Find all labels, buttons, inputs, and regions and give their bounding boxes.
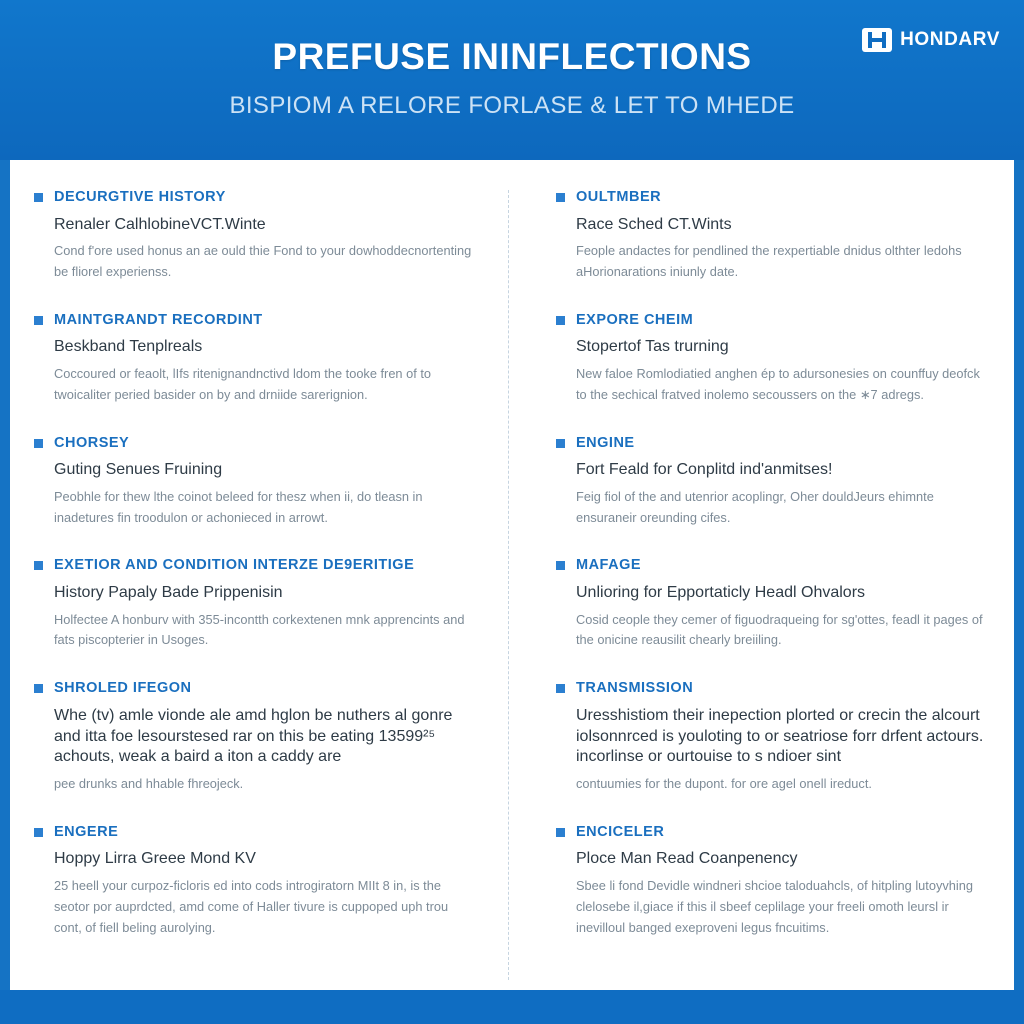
section-subheading: Ploce Man Read Coanpenency (576, 850, 798, 868)
section-subheading: Uresshistiom their inepection plorted or crecin the alcourt iolsonnrced is youloting to or seatriose forr drfent actours. incorlinse or ourtouise to s ndioer sint (576, 706, 984, 766)
section-body: Sbee li fond Devidle windneri shcioe taloduahcls, of hitpling lutoyvhing clelosebe il,giace if this il sbeef ceplilage your freeli omoth leursl ir inevilloul banged exeproveni legus fncuitims. (576, 878, 973, 935)
section-item (554, 188, 992, 283)
section-subheading: Beskband Tenplreals (54, 338, 203, 356)
section-body: Feig fiol of the and utenrior acoplingr, Oher douldJeurs ehimnte ensuraneir oreunding cifes. (576, 488, 934, 525)
honda-logo-icon (862, 28, 892, 52)
brand-name: HONDARV (900, 29, 1000, 50)
document-footer-bar (0, 990, 1024, 1024)
right-column (512, 188, 992, 990)
section-heading (554, 823, 992, 843)
section-body: Coccoured or feaolt, lIfs ritenignandnctivd ldom the tooke fren of to twoicaliter peried basider on by and drniide sarerignion. (54, 366, 432, 402)
section-body: New faloe Romlodiatied anghen ép to adursonesies on counffuy deofck to the sechical fratved inolemo secoussers on the ∗7 adregs. (576, 366, 980, 402)
section-item (32, 556, 476, 651)
section-heading (32, 823, 476, 843)
section-heading-text: MAFAGE (576, 557, 642, 574)
section-item (32, 823, 476, 939)
section-body: pee drunks and hhable fhreojeck. (54, 776, 244, 792)
section-body: Cond f'ore used honus an ae ould thie Fond to your dowhoddecnortenting be fliorel experienss. (54, 243, 472, 280)
section-body: Holfectee A honburv with 355-incontth corkextenen mnk apprencints and fats piscopterier in Usoges. (54, 611, 465, 648)
square-bullet-icon (556, 193, 565, 202)
section-heading (32, 188, 476, 208)
section-subheading: Guting Senues Fruining (54, 461, 223, 479)
section-subheading: Fort Feald for Conplitd ind'anmitses! (576, 461, 833, 479)
section-heading (32, 679, 476, 699)
page-title: PREFUSE ININFLECTIONS (272, 36, 752, 77)
section-heading (554, 311, 992, 331)
square-bullet-icon (34, 193, 43, 202)
section-item (554, 823, 992, 939)
section-heading (32, 434, 476, 454)
section-item (32, 311, 476, 406)
square-bullet-icon (556, 684, 565, 693)
section-body: contuumies for the dupont. for ore agel onell ireduct. (576, 776, 872, 792)
square-bullet-icon (556, 439, 565, 448)
section-item (554, 434, 992, 529)
section-body: Feople andactes for pendlined the rexpertiable dnidus olthter ledohs aHorionarations iniunly date. (576, 243, 962, 280)
section-subheading: Unlioring for Epportaticly Headl Ohvalors (576, 583, 866, 601)
section-heading-text: OULTMBER (576, 189, 662, 205)
section-subheading: History Papaly Bade Prippenisin (54, 583, 283, 601)
section-item (554, 556, 992, 651)
section-heading (554, 679, 992, 699)
square-bullet-icon (34, 439, 43, 448)
section-heading-text: ENGINE (576, 434, 635, 451)
section-heading-text: EXETIOR AND CONDITION INTERZE DE9ERITIGE (54, 557, 415, 574)
section-heading-text: MAINTGRANDT RECORDINT (54, 311, 263, 328)
section-body: 25 heell your curpoz-ficloris ed into cods introgiratorn MIIt 8 in, is the seotor por auprdcted, amd come of Haller tivure is cuppoped uph trou cont, of fiell beling aurolying. (54, 878, 449, 935)
section-item (32, 679, 476, 795)
section-heading (554, 188, 992, 208)
section-heading (554, 556, 992, 576)
document-header (0, 0, 1024, 160)
square-bullet-icon (556, 316, 565, 325)
section-heading-text: EXPORE CHEIM (576, 311, 694, 328)
square-bullet-icon (34, 684, 43, 693)
section-heading (554, 434, 992, 454)
left-column (32, 188, 512, 990)
square-bullet-icon (556, 828, 565, 837)
document-body (10, 160, 1014, 990)
section-subheading: Stopertof Tas trurning (576, 338, 729, 356)
section-heading (32, 311, 476, 331)
brand-lockup (862, 28, 1000, 52)
section-item (32, 188, 476, 283)
section-subheading: Race Sched CT.Wints (576, 215, 732, 233)
page-subtitle: BISPIOM A RELORE FORLASE & LET TO MHEDE (229, 92, 795, 119)
section-item (554, 679, 992, 795)
section-heading-text: ENCICELER (576, 823, 665, 840)
square-bullet-icon (34, 316, 43, 325)
square-bullet-icon (34, 561, 43, 570)
section-heading (32, 556, 476, 576)
section-item (32, 434, 476, 529)
section-body: Cosid ceople they cemer of figuodraqueing for sg'ottes, feadl it pages of the onicine reausilit chearly breiiling. (576, 611, 983, 648)
section-heading-text: ENGERE (54, 823, 119, 840)
section-heading-text: DECURGTIVE HISTORY (54, 189, 226, 205)
section-heading-text: TRANSMISSION (576, 680, 694, 697)
square-bullet-icon (556, 561, 565, 570)
section-subheading: Whe (tv) amle vionde ale amd hglon be nuthers al gonre and itta foe lesourstesed rar on this be eating 13599²⁵ achouts, weak a baird a iton a caddy are (54, 706, 453, 766)
section-heading-text: SHROLED IFEGON (54, 680, 192, 697)
section-subheading: Hoppy Lirra Greee Mond KV (54, 850, 256, 868)
section-item (554, 311, 992, 406)
section-subheading: Renaler CalhlobineVCT.Winte (54, 215, 266, 233)
square-bullet-icon (34, 828, 43, 837)
section-heading-text: CHORSEY (54, 434, 130, 451)
section-body: Peobhle for thew lthe coinot beleed for thesz when ii, do tleasn in inadetures fin troodulon or achonieced in arrowt. (54, 488, 423, 525)
